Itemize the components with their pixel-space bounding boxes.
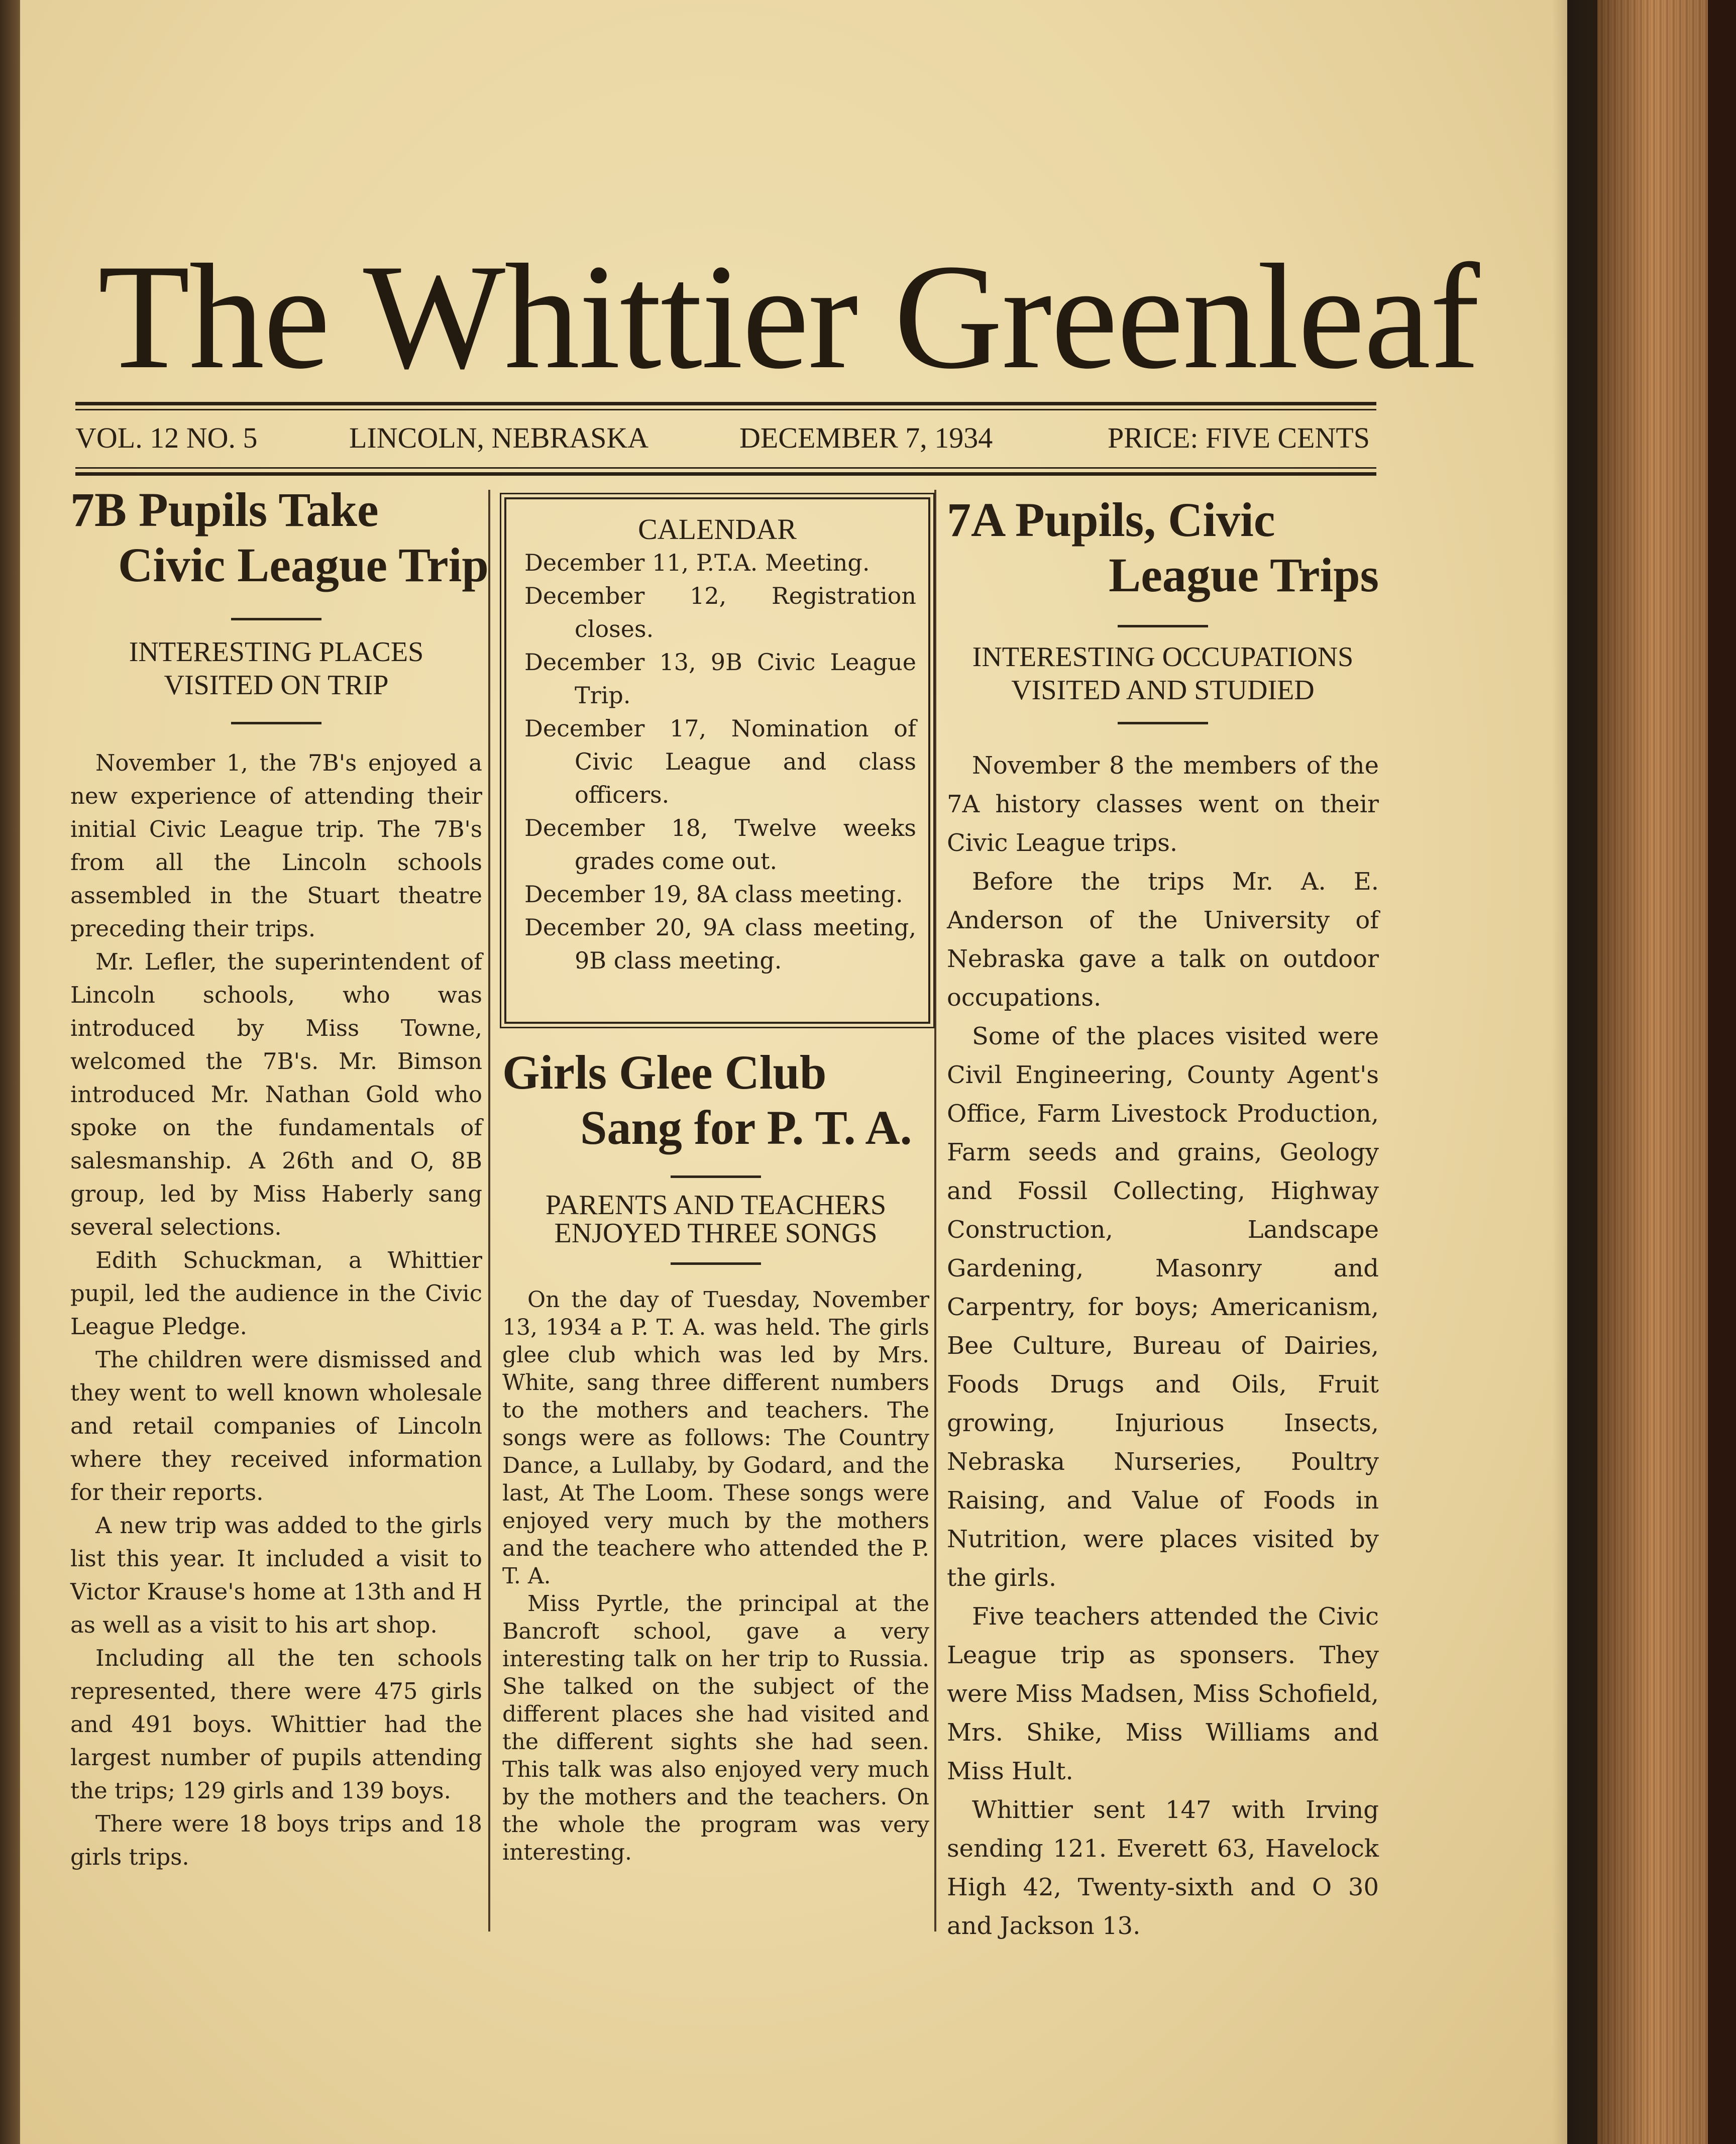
paragraph: November 1, the 7B's enjoyed a new experience of attending their initial Civic League trip. The 7B's from all the Lincoln schools assembled in the Stuart theatre preceding their trips. <box>70 749 482 942</box>
issue-date: DECEMBER 7, 1934 <box>739 421 993 454</box>
paragraph: Miss Pyrtle, the principal at the Bancroft school, gave a very interesting talk on her trip to Russia. She talked on the subject of the different places she had visited and the different sights she had seen. This talk was also enjoyed very much by the mothers and the teachers. On the whole the program was very interesting. <box>502 1591 929 1865</box>
paragraph: Whittier sent 147 with Irving sending 121. Everett 63, Havelock High 42, Twenty-sixth and O 30 and Jackson 13. <box>947 1796 1379 1940</box>
body-glee <box>502 1286 929 1866</box>
paragraph: On the day of Tuesday, November 13, 1934 a P. T. A. was held. The girls glee club which was led by Mrs. White, sang three different numbers to the mothers and teachers. The songs were as follows: The Country Dance, a Lullaby, by Godard, and the last, At The Loom. These songs were enjoyed very much by the mothers and the teachere who attended the P. T. A. <box>502 1287 929 1589</box>
column-rule-1 <box>488 490 490 1932</box>
calendar-item: December 11, P.T.A. Meeting. <box>524 549 870 576</box>
subhead-7b: INTERESTING PLACES VISITED ON TRIP <box>129 636 424 701</box>
paragraph: Mr. Lefler, the superintendent of Lincoln schools, who was introduced by Miss Towne, welcomed the 7B's. Mr. Bimson introduced Mr. Nathan Gold who spoke on the fundamentals of salesmanship. A 26th and O, 8B group, led by Miss Haberly sang several selections. <box>70 948 482 1240</box>
headline-divider <box>231 618 321 620</box>
article-7a <box>947 492 1379 1946</box>
article-glee-club <box>502 1045 929 1866</box>
masthead-rule-top-thin <box>75 409 1376 410</box>
subhead-divider <box>231 722 321 724</box>
paragraph: November 8 the members of the 7A history classes went on their Civic League trips. <box>947 752 1379 857</box>
headline-glee-line-2: Sang for P. T. A. <box>580 1101 912 1154</box>
paragraph: Including all the ten schools represented, there were 475 girls and 491 boys. Whittier had the largest number of pupils attending the trips; 129 girls and 139 boys. <box>70 1645 482 1804</box>
subhead-7a: INTERESTING OCCUPATIONS VISITED AND STUDIED <box>972 641 1354 706</box>
headline-7b <box>70 482 489 593</box>
calendar-item: December 19, 8A class meeting. <box>524 881 903 908</box>
location: LINCOLN, NEBRASKA <box>349 421 649 454</box>
calendar-item: December 18, Twelve weeks grades come out. <box>524 814 916 875</box>
calendar-item: December 20, 9A class meeting, 9B class meeting. <box>524 914 916 974</box>
volume-number: VOL. 12 NO. 5 <box>75 421 258 454</box>
masthead-rule-top <box>75 402 1376 405</box>
headline-7a-line-1: 7A Pupils, Civic <box>947 493 1275 547</box>
calendar-item: December 17, Nomination of Civic League and class officers. <box>524 715 916 808</box>
book-binding <box>1708 0 1736 2144</box>
headline-7b-line-2: Civic League Trip <box>118 538 489 592</box>
subhead-divider <box>1118 722 1208 724</box>
paragraph: There were 18 boys trips and 18 girls trips. <box>70 1810 482 1870</box>
headline-divider <box>1118 625 1208 627</box>
subhead-divider <box>671 1262 761 1265</box>
body-7a <box>947 746 1379 1946</box>
price: PRICE: FIVE CENTS <box>1108 421 1370 454</box>
paragraph: A new trip was added to the girls list this year. It included a visit to Victor Krause's home at 13th and H as well as a visit to his art shop. <box>70 1512 482 1638</box>
paragraph: The children were dismissed and they went to well known wholesale and retail companies of Lincoln where they received information for their reports. <box>70 1346 482 1506</box>
headline-7a <box>947 492 1379 603</box>
masthead-title: The Whittier Greenleaf <box>98 233 1479 400</box>
calendar-item: December 13, 9B Civic League Trip. <box>524 649 916 709</box>
subhead-glee: PARENTS AND TEACHERS ENJOYED THREE SONGS <box>545 1190 887 1249</box>
calendar-item: December 12, Registration closes. <box>524 582 916 642</box>
calendar-box <box>504 497 930 1024</box>
headline-glee-line-1: Girls Glee Club <box>502 1045 827 1099</box>
paragraph: Edith Schuckman, a Whittier pupil, led the audience in the Civic League Pledge. <box>70 1247 482 1340</box>
infobar-rule-bottom <box>75 472 1376 476</box>
calendar-title: CALENDAR <box>638 513 797 546</box>
infobar-rule-thin <box>75 467 1376 469</box>
info-bar <box>75 421 1376 461</box>
headline-divider <box>671 1175 761 1178</box>
headline-7b-line-1: 7B Pupils Take <box>70 483 379 537</box>
headline-7a-line-2: League Trips <box>1109 548 1379 602</box>
body-7b <box>70 746 482 1874</box>
column-rule-2 <box>934 490 936 1932</box>
article-7b <box>70 482 489 1874</box>
headline-glee <box>502 1045 929 1155</box>
paragraph: Some of the places visited were Civil Engineering, County Agent's Office, Farm Livestock Production, Farm seeds and grains, Geology and Fossil Collecting, Highway Construction, Landscape Gardening, Masonry and Carpentry, for boys; Americanism, Bee Culture, Bureau of Dairies, Foods Drugs and Oils, Fruit growing, Injurious Insects, Nebraska Nurseries, Poultry Raising, and Value of Foods in Nutrition, were places visited by the girls. <box>947 1022 1379 1592</box>
paragraph: Before the trips Mr. A. E. Anderson of the University of Nebraska gave a talk on outdoor occupations. <box>947 868 1379 1012</box>
paragraph: Five teachers attended the Civic League trip as sponsers. They were Miss Madsen, Miss Schofield, Mrs. Shike, Miss Williams and Miss Hult. <box>947 1602 1379 1785</box>
